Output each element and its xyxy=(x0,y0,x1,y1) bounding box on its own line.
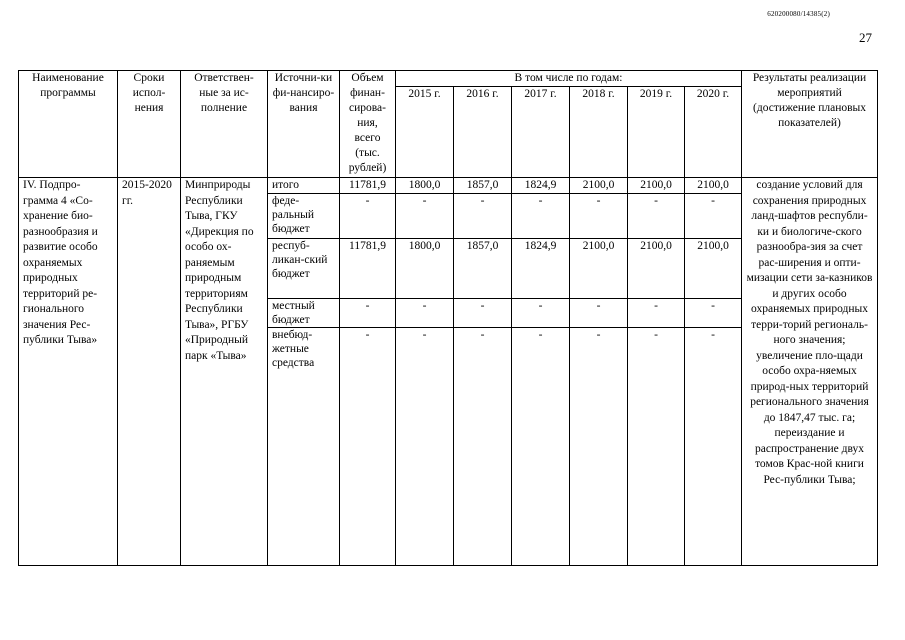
program-dates: 2015-2020 гг. xyxy=(118,178,181,566)
document-code: 620200080/14385(2) xyxy=(767,10,830,18)
year-value: - xyxy=(396,194,454,239)
year-value: - xyxy=(512,328,570,566)
total-value: - xyxy=(340,194,396,239)
year-value: - xyxy=(685,299,742,328)
header-year-2016: 2016 г. xyxy=(454,87,512,178)
header-year-2015: 2015 г. xyxy=(396,87,454,178)
year-value: 1800,0 xyxy=(396,178,454,194)
header-by-years: В том числе по годам: xyxy=(396,71,742,87)
total-value: 11781,9 xyxy=(340,178,396,194)
source-label: местный бюджет xyxy=(268,299,340,328)
total-value: - xyxy=(340,299,396,328)
program-results: создание условий для сохранения природных ланд-шафтов республи-ки и биологиче-ского разнообра-зия за счет рас-ширения и опти-мизации сети за-казников и других особо охраняемых природных терри-торий региональ-ного значения; увеличение пло-щади особо охра-няемых природ-ных территорий регионального значения до 1847,47 тыс. га; переиздание и распространение двух томов Крас-ной книги Рес-публики Тыва; xyxy=(742,178,878,566)
program-responsible: Минприроды Республики Тыва, ГКУ «Дирекция по особо ох-раняемым природным территориям Республики Тыва», РГБУ «Природный парк «Тыва» xyxy=(181,178,268,566)
year-value: - xyxy=(512,299,570,328)
header-volume: Объем финан-сирова-ния, всего (тыс. рублей) xyxy=(340,71,396,178)
year-value: - xyxy=(570,299,628,328)
page-number: 27 xyxy=(859,30,872,45)
year-value: - xyxy=(628,328,685,566)
year-value: - xyxy=(570,328,628,566)
header-program: Наименование программы xyxy=(19,71,118,178)
header-year-2018: 2018 г. xyxy=(570,87,628,178)
header-year-2017: 2017 г. xyxy=(512,87,570,178)
year-value: 2100,0 xyxy=(570,239,628,299)
source-label: внебюд-жетные средства xyxy=(268,328,340,566)
year-value: - xyxy=(396,328,454,566)
header-results: Результаты реализации мероприятий (достижение плановых показателей) xyxy=(742,71,878,178)
header-year-2019: 2019 г. xyxy=(628,87,685,178)
year-value: - xyxy=(454,299,512,328)
header-year-2020: 2020 г. xyxy=(685,87,742,178)
table-row xyxy=(19,178,878,194)
year-value: 2100,0 xyxy=(570,178,628,194)
year-value: - xyxy=(454,194,512,239)
year-value: - xyxy=(454,328,512,566)
year-value: 1857,0 xyxy=(454,239,512,299)
source-label: итого xyxy=(268,178,340,194)
header-sources: Источни-ки фи-нансиро-вания xyxy=(268,71,340,178)
header-responsible: Ответствен-ные за ис-полнение xyxy=(181,71,268,178)
source-label: феде-ральный бюджет xyxy=(268,194,340,239)
year-value: - xyxy=(570,194,628,239)
year-value: 1857,0 xyxy=(454,178,512,194)
year-value: - xyxy=(512,194,570,239)
total-value: 11781,9 xyxy=(340,239,396,299)
year-value: 2100,0 xyxy=(685,178,742,194)
year-value: 1800,0 xyxy=(396,239,454,299)
year-value: - xyxy=(628,299,685,328)
year-value: - xyxy=(685,328,742,566)
total-value: - xyxy=(340,328,396,566)
year-value: - xyxy=(396,299,454,328)
year-value: 2100,0 xyxy=(628,178,685,194)
year-value: - xyxy=(628,194,685,239)
header-dates: Сроки испол-нения xyxy=(118,71,181,178)
year-value: 1824,9 xyxy=(512,178,570,194)
year-value: 2100,0 xyxy=(628,239,685,299)
year-value: 1824,9 xyxy=(512,239,570,299)
source-label: респуб-ликан-ский бюджет xyxy=(268,239,340,299)
year-value: - xyxy=(685,194,742,239)
year-value: 2100,0 xyxy=(685,239,742,299)
program-table xyxy=(18,70,878,566)
program-name: IV. Подпро-грамма 4 «Со-хранение био-разнообразия и развитие особо охраняемых природных территорий ре-гионального значения Рес-публики Тыва» xyxy=(19,178,118,566)
